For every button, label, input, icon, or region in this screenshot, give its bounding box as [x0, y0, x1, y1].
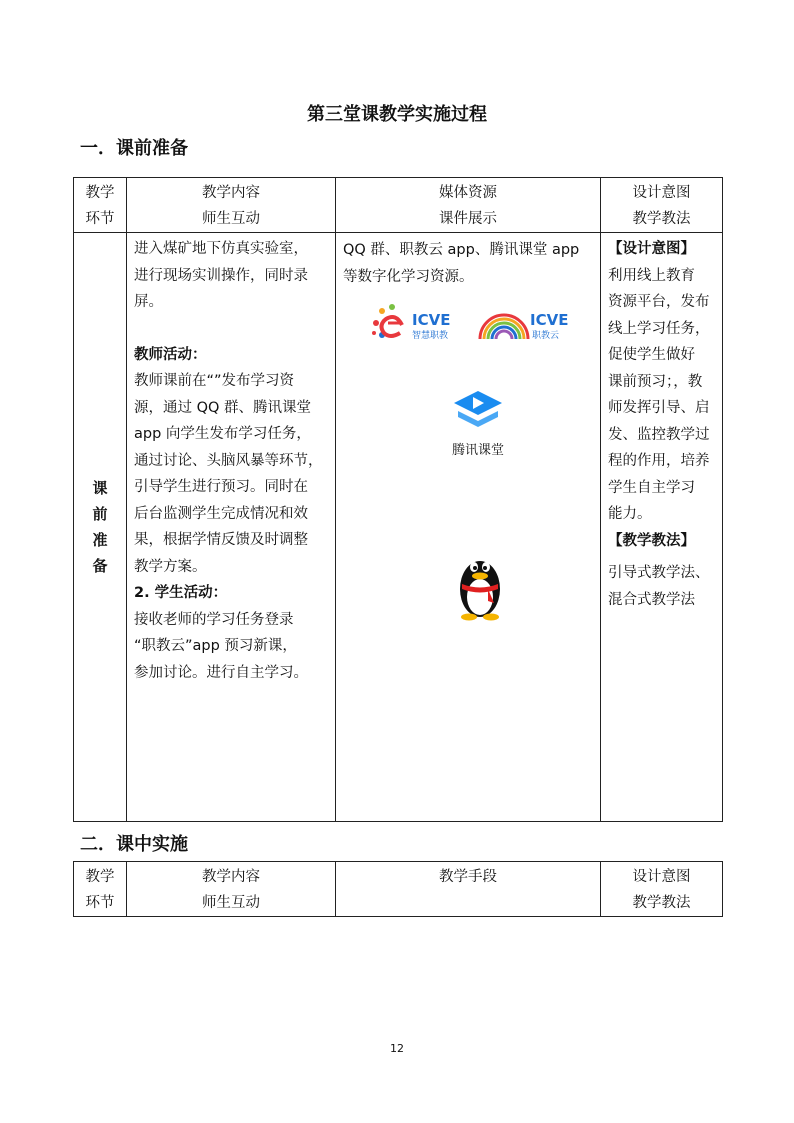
stage-cell: 课 前 准 备 [74, 233, 127, 822]
header-means: 教学手段 [336, 862, 601, 917]
page-number: 12 [390, 1042, 404, 1055]
media-cell: QQ 群、职教云 app、腾讯课堂 app 等数字化学习资源。 ICVE 智慧职教 ICVE 职教云 腾讯课堂 [336, 233, 601, 822]
teaching-method-heading: 【教学教法】 [608, 532, 695, 549]
table-header-row [74, 862, 723, 917]
icve-cloud-logo-icon [476, 301, 576, 345]
page-title: 第三堂课教学实施过程 [307, 104, 487, 125]
tencent-classroom-logo-icon [448, 389, 508, 433]
table-row [74, 233, 723, 822]
pre-class-table [73, 177, 723, 822]
header-design: 设计意图 教学教法 [601, 862, 723, 917]
section-heading-pre-class: 一．课前准备 [80, 138, 188, 159]
in-class-table [73, 861, 723, 917]
student-activity-heading: 2. 学生活动： [134, 585, 228, 601]
design-cell: 【设计意图】 利用线上教育 资源平台，发布 线上学习任务， 促使学生做好 课前预习；，教 师发挥引导、启 发、监控教学过 程的作用，培养 学生自主学习 能力。 【教学教法】 引导式教学法、 混合式教学法 [601, 233, 723, 822]
svg-text:智慧职教: 智慧职教 [412, 331, 449, 341]
content-cell: 进入煤矿地下仿真实验室， 进行现场实训操作，同时录 屏。 教师活动： 教师课前在“”发布学习资 源，通过 QQ 群、腾讯课堂 app 向学生发布学习任务， 通过讨论、头脑风暴等环节， 引导学生进行预习。同时在 后台监测学生完成情况和效 果，根据学情反馈及时调整 教学方案。 2. 学生活动： 接收老师的学习任务登录 “职教云”app 预习新课， 参加讨论。进行自主学习。 [127, 233, 336, 822]
header-stage: 教学 环节 [74, 862, 127, 917]
header-content: 教学内容 师生互动 [127, 178, 336, 233]
header-media: 媒体资源 课件展示 [336, 178, 601, 233]
header-stage: 教学 环节 [74, 178, 127, 233]
svg-text:ICVE: ICVE [530, 311, 569, 329]
design-intent-heading: 【设计意图】 [608, 241, 695, 257]
teacher-activity-heading: 教师活动： [134, 346, 207, 363]
tencent-classroom-label: 腾讯课堂 [451, 443, 504, 458]
header-design: 设计意图 教学教法 [601, 178, 723, 233]
table-header-row [74, 178, 723, 233]
svg-text:ICVE: ICVE [412, 311, 451, 329]
header-content: 教学内容 师生互动 [127, 862, 336, 917]
icve-smart-vocational-logo-icon [368, 301, 468, 345]
section-heading-in-class: 二．课中实施 [80, 834, 188, 855]
qq-penguin-logo-icon [454, 551, 506, 621]
svg-text:职教云: 职教云 [532, 331, 560, 341]
